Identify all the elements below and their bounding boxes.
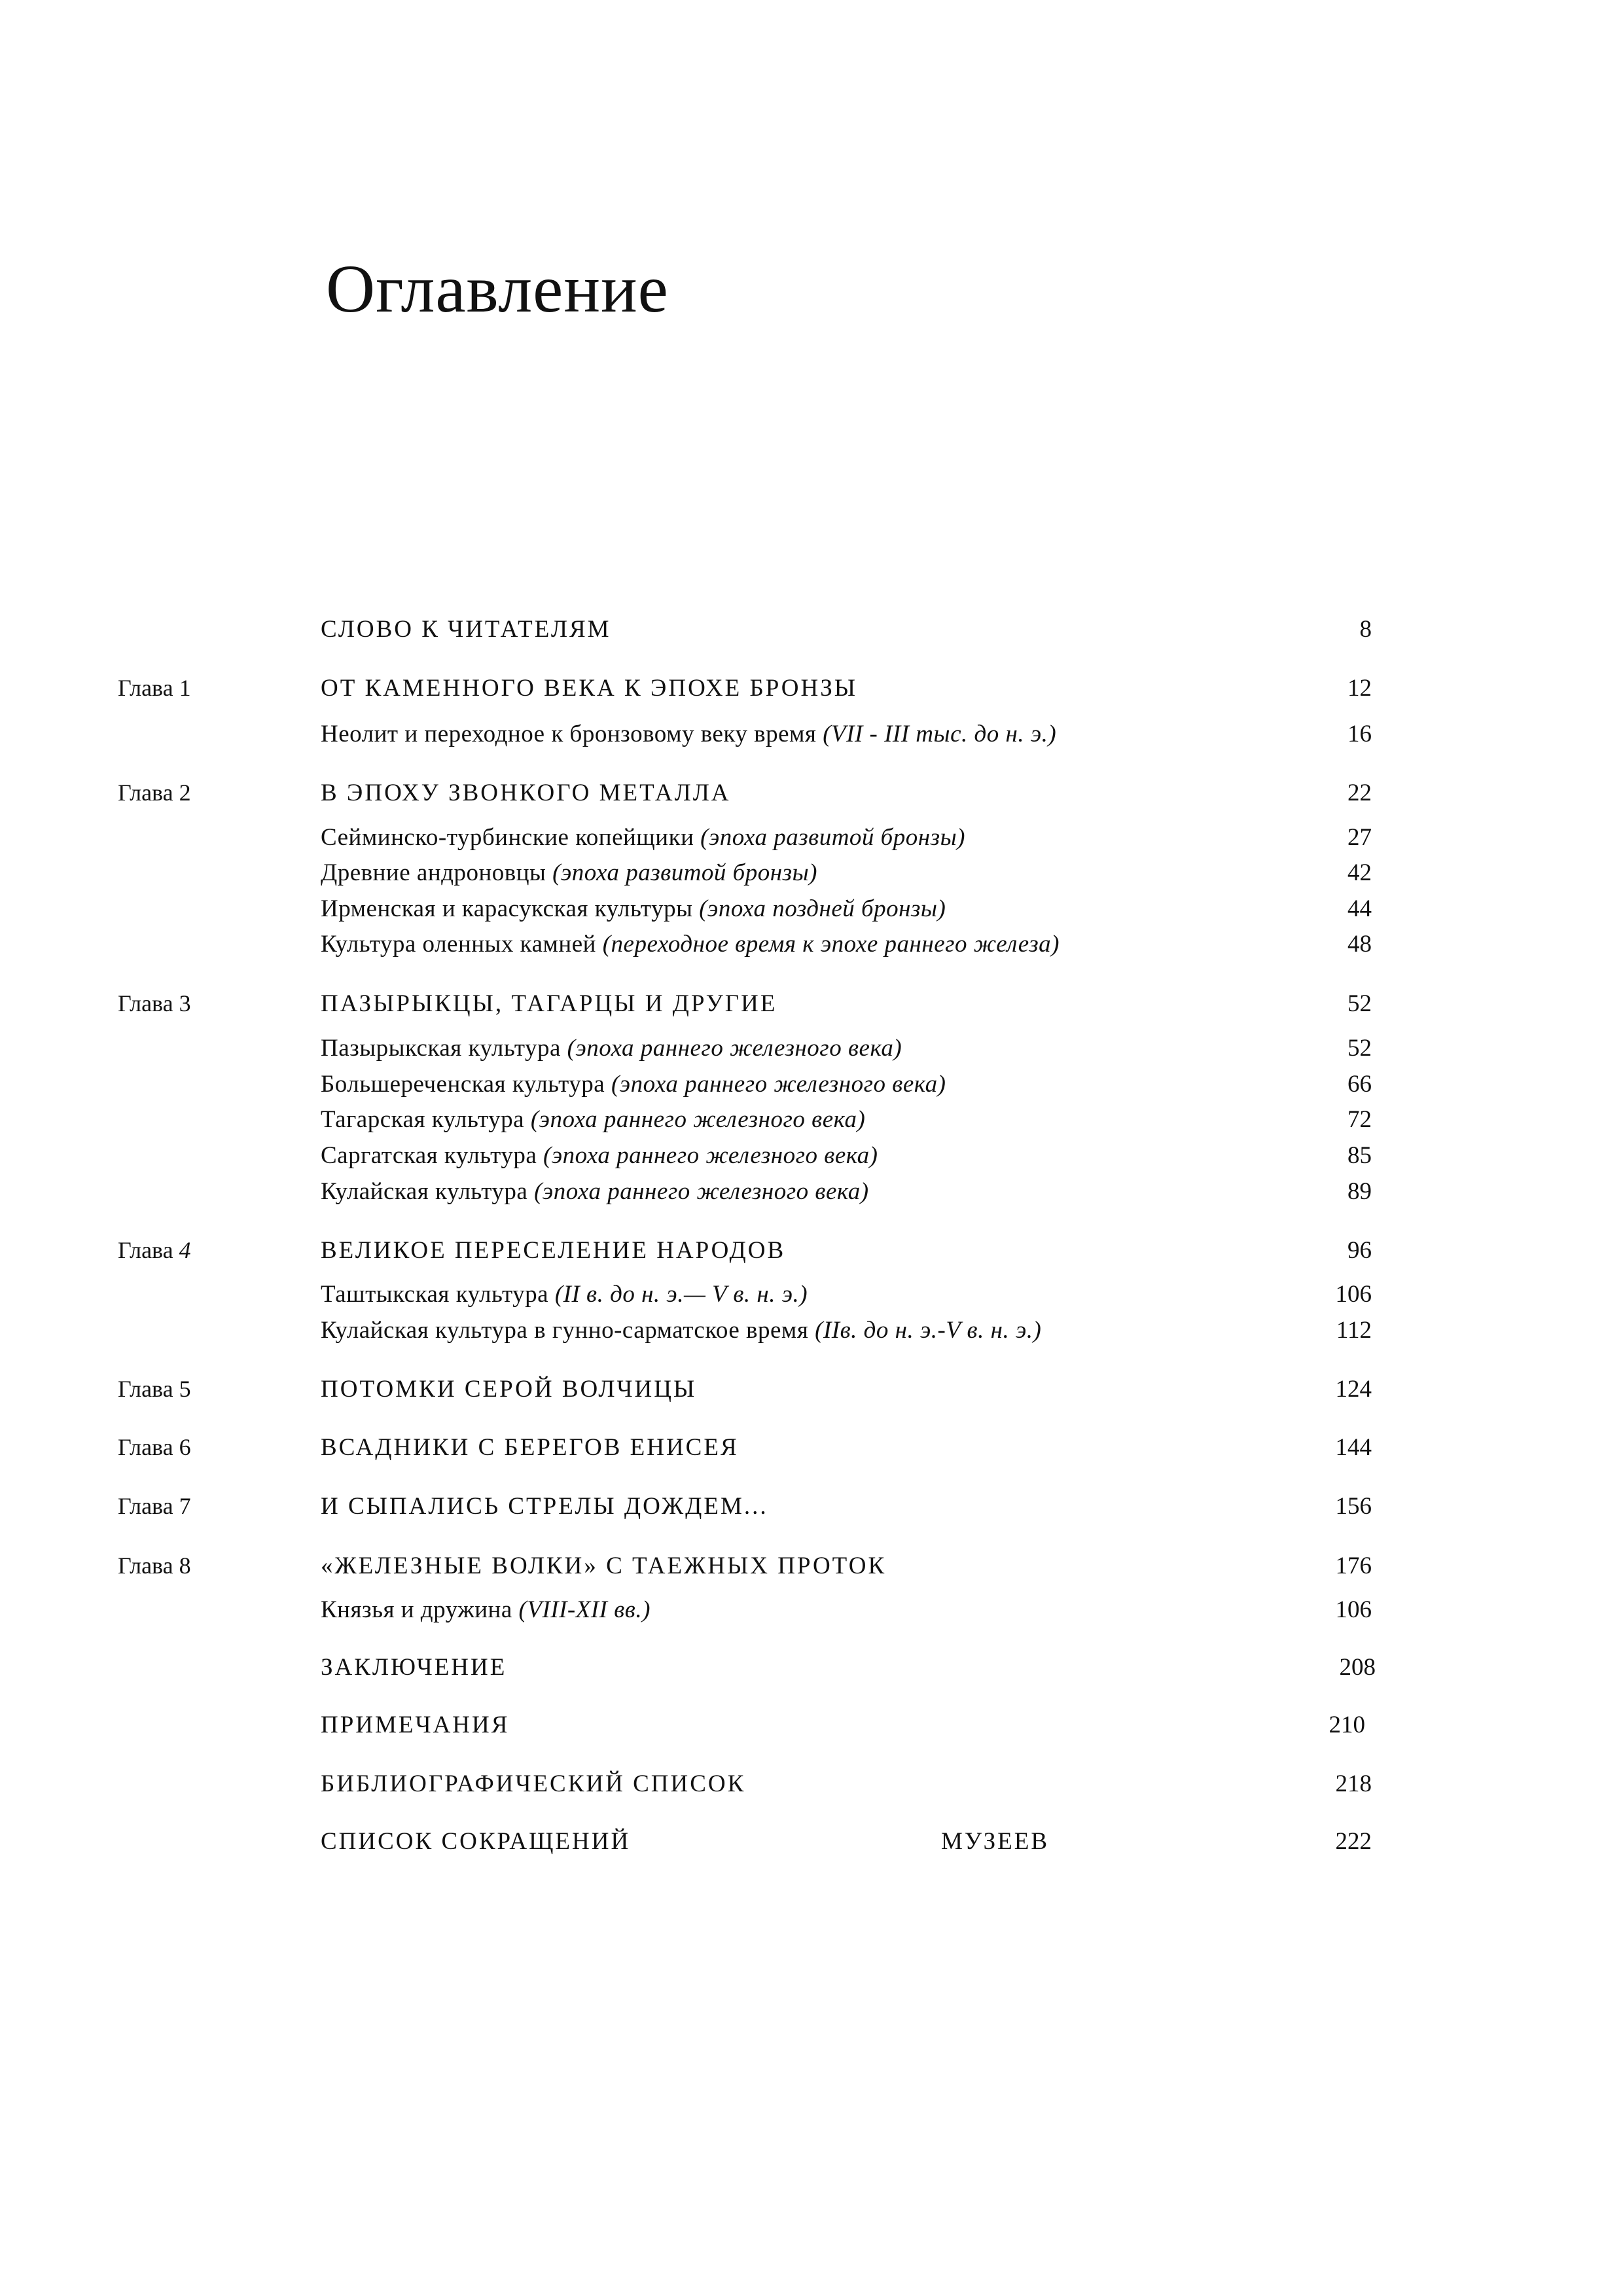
subentry-title (321, 930, 1060, 958)
entry-title (321, 779, 731, 807)
toc-subentry[interactable] (0, 895, 1623, 927)
page-number: 52 (1347, 990, 1372, 1017)
chapter-word: Глава (118, 1376, 173, 1402)
entry-period: (эпоха развитой бронзы) (552, 859, 817, 886)
entry-title-text: Таштыкская культура (321, 1281, 549, 1308)
entry-title-text: СЛОВО К ЧИТАТЕЛЯМ (321, 616, 611, 643)
subentry-title (321, 895, 946, 923)
subentry-title (321, 1141, 878, 1170)
entry-period: (VII - III тыс. до н. э.) (823, 721, 1057, 747)
toc-entry[interactable] (0, 615, 1623, 648)
entry-title (321, 1552, 886, 1580)
page-number: 66 (1347, 1071, 1372, 1098)
entry-period: (эпоха развитой бронзы) (700, 824, 965, 851)
page-number: 210 (1329, 1712, 1365, 1738)
entry-title-text: БИБЛИОГРАФИЧЕСКИЙ СПИСОК (321, 1770, 746, 1797)
chapter-number: 3 (179, 990, 191, 1016)
chapter-number: 2 (179, 780, 191, 806)
chapter-label (118, 1492, 191, 1520)
subentry-title (321, 859, 817, 887)
entry-title-text: Кулайская культура (321, 1178, 528, 1205)
page-number: 106 (1335, 1281, 1372, 1308)
toc-subentry[interactable] (0, 1280, 1623, 1313)
chapter-label (118, 674, 191, 702)
chapter-number: 4 (179, 1237, 191, 1263)
entry-title-text: Древние андроновцы (321, 859, 546, 886)
entry-title-text: В ЭПОХУ ЗВОНКОГО МЕТАЛЛА (321, 780, 731, 806)
toc-subentry[interactable] (0, 1070, 1623, 1103)
entry-title-text: Ирменская и карасукская культуры (321, 895, 693, 922)
toc-entry[interactable] (0, 1552, 1623, 1585)
entry-title-text: ВСАДНИКИ С БЕРЕГОВ ЕНИСЕЯ (321, 1434, 739, 1461)
entry-period: (эпоха раннего железного века) (530, 1106, 866, 1133)
page-number: 44 (1347, 895, 1372, 922)
entry-title-text: Тагарская культура (321, 1106, 525, 1133)
page-number: 208 (1339, 1654, 1376, 1681)
page-number: 124 (1335, 1376, 1372, 1403)
entry-title-text: Большереченская культура (321, 1071, 605, 1098)
chapter-word: Глава (118, 1237, 173, 1263)
chapter-word: Глава (118, 1434, 173, 1460)
entry-title (321, 1236, 785, 1265)
chapter-number: 7 (179, 1493, 191, 1519)
entry-title (321, 1492, 768, 1520)
subentry-title (321, 720, 1056, 748)
entry-period: (эпоха поздней бронзы) (699, 895, 946, 922)
entry-title (321, 1433, 739, 1462)
toc-subentry[interactable] (0, 930, 1623, 963)
entry-title-text: Пазырыкская культура (321, 1035, 561, 1062)
chapter-number: 6 (179, 1434, 191, 1460)
chapter-label (118, 1236, 191, 1264)
chapter-word: Глава (118, 1493, 173, 1519)
page-number: 27 (1347, 824, 1372, 851)
toc-entry[interactable] (0, 674, 1623, 707)
page-number: 144 (1335, 1434, 1372, 1461)
page-number: 48 (1347, 931, 1372, 958)
entry-title (321, 1375, 696, 1403)
chapter-number: 5 (179, 1376, 191, 1402)
toc-entry[interactable] (0, 1433, 1623, 1466)
toc-entry[interactable] (0, 1653, 1623, 1686)
toc-entry[interactable] (0, 1711, 1623, 1744)
entry-title (321, 1653, 507, 1681)
subentry-title (321, 1596, 651, 1624)
toc-subentry[interactable] (0, 1177, 1623, 1210)
page-number: 52 (1347, 1035, 1372, 1062)
entry-title-text: Неолит и переходное к бронзовому веку время (321, 721, 817, 747)
chapter-number: 1 (179, 675, 191, 701)
page-number: 16 (1347, 721, 1372, 747)
entry-period: (эпоха раннего железного века) (567, 1035, 902, 1062)
entry-title-text: Культура оленных камней (321, 931, 596, 958)
page-number: 112 (1336, 1317, 1372, 1344)
chapter-word: Глава (118, 675, 173, 701)
entry-title (321, 1711, 509, 1739)
chapter-label (118, 779, 191, 806)
chapter-number: 8 (179, 1552, 191, 1579)
entry-title-text: ПРИМЕЧАНИЯ (321, 1712, 510, 1738)
page-number: 106 (1335, 1596, 1372, 1623)
toc-entry[interactable] (0, 1770, 1623, 1803)
page-number: 96 (1347, 1237, 1372, 1264)
chapter-word: Глава (118, 1552, 173, 1579)
page-title: Оглавление (326, 251, 669, 327)
entry-period: (эпоха раннего железного века) (611, 1071, 946, 1098)
page-number: 22 (1347, 780, 1372, 806)
entry-title-text: И СЫПАЛИСЬ СТРЕЛЫ ДОЖДЕМ... (321, 1493, 768, 1520)
toc-subentry[interactable] (0, 1596, 1623, 1628)
toc-entry[interactable] (0, 1492, 1623, 1525)
toc-subentry[interactable] (0, 1141, 1623, 1174)
entry-title-text: ЗАКЛЮЧЕНИЕ (321, 1654, 507, 1681)
subentry-title (321, 1316, 1041, 1344)
entry-title-text: ОТ КАМЕННОГО ВЕКА К ЭПОХЕ БРОНЗЫ (321, 675, 857, 702)
page-number: 85 (1347, 1142, 1372, 1169)
page-number: 89 (1347, 1178, 1372, 1205)
chapter-label (118, 1375, 191, 1403)
subentry-title (321, 1177, 869, 1206)
entry-title (321, 615, 611, 643)
chapter-label (118, 990, 191, 1017)
page-number: 176 (1335, 1552, 1372, 1579)
entry-title-text: Кулайская культура в гунно-сарматское время (321, 1317, 809, 1344)
entry-period: (IIв. до н. э.-V в. н. э.) (815, 1317, 1042, 1344)
chapter-label (118, 1552, 191, 1579)
toc-entry[interactable] (0, 990, 1623, 1022)
entry-title-text: Сейминско-турбинские копейщики (321, 824, 694, 851)
chapter-label (118, 1433, 191, 1461)
chapter-word: Глава (118, 990, 173, 1016)
toc-subentry[interactable] (0, 1105, 1623, 1138)
page-number: 222 (1335, 1828, 1372, 1855)
entry-period: (эпоха раннего железного века) (543, 1142, 878, 1169)
entry-title (321, 1770, 745, 1798)
entry-title-text: ВЕЛИКОЕ ПЕРЕСЕЛЕНИЕ НАРОДОВ (321, 1237, 786, 1264)
entry-title-continuation: МУЗЕЕВ (941, 1828, 1050, 1855)
page-number: 12 (1347, 675, 1372, 702)
subentry-title (321, 1280, 808, 1308)
toc-subentry[interactable] (0, 1316, 1623, 1349)
page-number: 72 (1347, 1106, 1372, 1133)
entry-title-text: Саргатская культура (321, 1142, 537, 1169)
subentry-title (321, 1034, 902, 1062)
toc-subentry[interactable] (0, 823, 1623, 856)
subentry-title (321, 823, 965, 852)
entry-period: (эпоха раннего железного века) (534, 1178, 869, 1205)
toc-subentry[interactable] (0, 859, 1623, 891)
entry-title-text: СПИСОК СОКРАЩЕНИЙ (321, 1828, 631, 1855)
entry-title-text: ПОТОМКИ СЕРОЙ ВОЛЧИЦЫ (321, 1376, 697, 1403)
entry-title-text: «ЖЕЛЕЗНЫЕ ВОЛКИ» С ТАЕЖНЫХ ПРОТОК (321, 1552, 887, 1579)
entry-title (321, 1827, 630, 1856)
chapter-word: Глава (118, 780, 173, 806)
page-number: 218 (1335, 1770, 1372, 1797)
subentry-title (321, 1070, 946, 1098)
page-number: 8 (1359, 616, 1372, 643)
entry-title-text: Князья и дружина (321, 1596, 512, 1623)
entry-title-text: ПАЗЫРЫКЦЫ, ТАГАРЦЫ И ДРУГИЕ (321, 990, 777, 1017)
entry-period: (VIII-XII вв.) (518, 1596, 651, 1623)
toc-entry[interactable] (0, 1827, 1623, 1860)
page-number: 42 (1347, 859, 1372, 886)
subentry-title (321, 1105, 865, 1134)
toc-entry[interactable] (0, 779, 1623, 812)
entry-title (321, 990, 777, 1018)
toc-subentry[interactable] (0, 720, 1623, 753)
toc-subentry[interactable] (0, 1034, 1623, 1067)
entry-period: (II в. до н. э.— V в. н. э.) (554, 1281, 808, 1308)
entry-title (321, 674, 857, 702)
toc-entry[interactable] (0, 1236, 1623, 1269)
toc-entry[interactable] (0, 1375, 1623, 1408)
page-number: 156 (1335, 1493, 1372, 1520)
entry-period: (переходное время к эпохе раннего железа) (602, 931, 1060, 958)
